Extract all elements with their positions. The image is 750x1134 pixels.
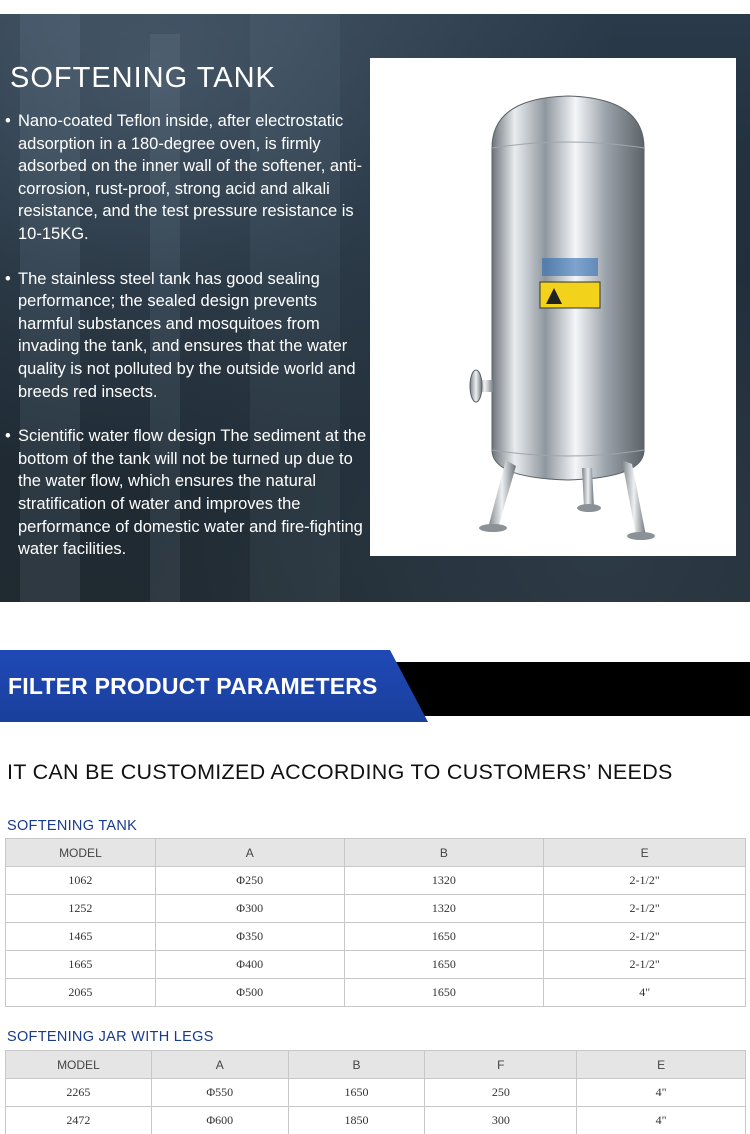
table-cell: Φ350	[155, 923, 344, 951]
table-cell: 1650	[344, 923, 544, 951]
column-header: F	[425, 1051, 577, 1079]
table-title-softening-tank: SOFTENING TANK	[7, 818, 138, 834]
banner-title: FILTER PRODUCT PARAMETERS	[8, 673, 378, 699]
table-cell: Φ300	[155, 895, 344, 923]
column-header: A	[151, 1051, 288, 1079]
table-row	[6, 951, 746, 979]
softening-jar-table	[5, 1050, 746, 1134]
table-row	[6, 923, 746, 951]
softening-tank-table	[5, 838, 746, 1007]
table-cell: 300	[425, 1107, 577, 1134]
table-cell: 2472	[6, 1107, 152, 1134]
table-cell: 1650	[288, 1079, 425, 1107]
table-cell: 1465	[6, 923, 156, 951]
column-header: B	[344, 839, 544, 867]
table-cell: 2-1/2"	[544, 895, 746, 923]
parameters-banner	[0, 650, 750, 726]
table-header-row	[6, 1051, 746, 1079]
table-cell: 2-1/2"	[544, 923, 746, 951]
customization-note: IT CAN BE CUSTOMIZED ACCORDING TO CUSTOMERS’ NEEDS	[7, 760, 673, 784]
table-cell: 1320	[344, 867, 544, 895]
feature-item	[5, 110, 370, 246]
product-image	[370, 58, 736, 556]
table-row	[6, 979, 746, 1007]
hero-title: SOFTENING TANK	[10, 62, 276, 94]
table-cell: Φ600	[151, 1107, 288, 1134]
table-cell: 1665	[6, 951, 156, 979]
table-cell: Φ500	[155, 979, 344, 1007]
column-header: E	[544, 839, 746, 867]
feature-list	[5, 110, 370, 583]
table-cell: 2-1/2"	[544, 867, 746, 895]
table-cell: 1650	[344, 979, 544, 1007]
table-header-row	[6, 839, 746, 867]
feature-text: The stainless steel tank has good sealing performance; the sealed design prevents harmful substances and mosquitoes from invading the tank, and ensures that the water quality is not polluted by the outside world and breeds red insects.	[18, 269, 356, 401]
feature-item	[5, 268, 370, 404]
table-cell: 4"	[577, 1107, 746, 1134]
banner-black-band	[380, 662, 750, 716]
table-row	[6, 1079, 746, 1107]
table-cell: Φ250	[155, 867, 344, 895]
table-cell: 250	[425, 1079, 577, 1107]
table-cell: 4"	[577, 1079, 746, 1107]
stainless-tank-illustration	[370, 58, 736, 556]
hero-section	[0, 14, 750, 602]
table-row	[6, 867, 746, 895]
column-header: MODEL	[6, 839, 156, 867]
column-header: E	[577, 1051, 746, 1079]
bullet-marker: •	[5, 269, 11, 288]
table-cell: 1320	[344, 895, 544, 923]
table-cell: 2065	[6, 979, 156, 1007]
table-cell: 1252	[6, 895, 156, 923]
table-cell: 1062	[6, 867, 156, 895]
column-header: A	[155, 839, 344, 867]
column-header: B	[288, 1051, 425, 1079]
table-cell: 4"	[544, 979, 746, 1007]
table-row	[6, 895, 746, 923]
table-cell: 1650	[344, 951, 544, 979]
table-cell: 2-1/2"	[544, 951, 746, 979]
table-cell: Φ400	[155, 951, 344, 979]
feature-text: Scientific water flow design The sediment at the bottom of the tank will not be turned up due to the water flow, which ensures the natural stratification of water and improves the performance of domestic water and fire-fighting water facilities.	[18, 427, 367, 559]
table-cell: 2265	[6, 1079, 152, 1107]
bullet-marker: •	[5, 112, 11, 130]
table-cell: 1850	[288, 1107, 425, 1134]
feature-item	[5, 425, 370, 561]
bullet-marker: •	[5, 427, 11, 446]
table-cell: Φ550	[151, 1079, 288, 1107]
feature-text: Nano-coated Teflon inside, after electrostatic adsorption in a 180-degree oven, is firmly adsorbed on the inner wall of the softener, anti-corrosion, rust-proof, strong acid and alkali resistance, and the test pressure resistance is 10-15KG.	[18, 112, 362, 243]
column-header: MODEL	[6, 1051, 152, 1079]
table-title-softening-jar: SOFTENING JAR WITH LEGS	[7, 1029, 214, 1045]
table-row	[6, 1107, 746, 1134]
